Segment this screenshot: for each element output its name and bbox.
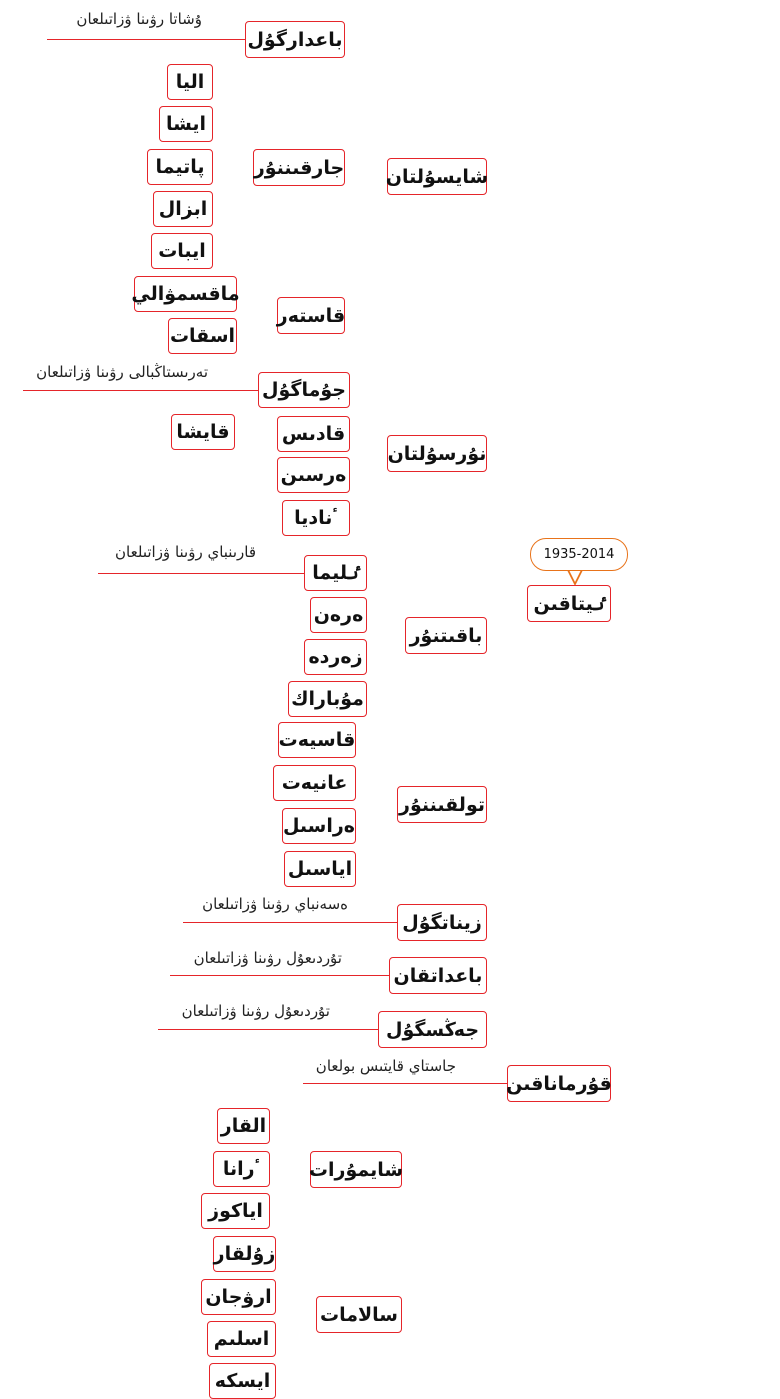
node-ersin[interactable]: ەرسىن bbox=[277, 457, 350, 493]
node-nursultan[interactable]: نۇرسۇلتان bbox=[387, 435, 487, 472]
note-underline bbox=[183, 922, 397, 923]
note-underline bbox=[23, 390, 258, 391]
node-kaisha[interactable]: قايشا bbox=[171, 414, 235, 450]
note-underline bbox=[170, 975, 389, 976]
node-ayakoz[interactable]: اياكوز bbox=[201, 1193, 270, 1229]
node-alia[interactable]: اليا bbox=[167, 64, 213, 100]
node-mubarak[interactable]: مۇباراك bbox=[288, 681, 367, 717]
note-ilima: قارىنباي رۋىنا ۋزاتىلعان bbox=[115, 543, 256, 561]
node-aibat[interactable]: ايبات bbox=[151, 233, 213, 269]
node-bagdargul[interactable]: باعدارگۇل bbox=[245, 21, 345, 58]
node-abzal[interactable]: ابزال bbox=[153, 191, 213, 227]
node-kaster[interactable]: قاستەر bbox=[277, 297, 345, 334]
node-zerde[interactable]: زەردە bbox=[304, 639, 367, 675]
note-bagdatkan: تۇردىعۇل رۋىنا ۋزاتىلعان bbox=[193, 949, 342, 967]
node-ayasil[interactable]: اياسىل bbox=[284, 851, 356, 887]
node-shaysultan[interactable]: شايسۇلتان bbox=[387, 158, 487, 195]
note-underline bbox=[303, 1083, 507, 1084]
node-zulkar[interactable]: زۇلقار bbox=[213, 1236, 276, 1272]
node-jesiskul[interactable]: جەڭسگۇل bbox=[378, 1011, 487, 1048]
node-rana[interactable]: ٴرانا bbox=[213, 1151, 270, 1187]
node-salamat[interactable]: سالامات bbox=[316, 1296, 402, 1333]
note-underline bbox=[47, 39, 245, 40]
note-kurmanakyn: جاستاي قايتىس بولعان bbox=[315, 1057, 456, 1075]
note-underline bbox=[158, 1029, 378, 1030]
node-erasil[interactable]: ەراسىل bbox=[282, 808, 356, 844]
node-aniet[interactable]: عانيەت bbox=[273, 765, 356, 801]
node-tolkynnur[interactable]: تولقىننۇر bbox=[397, 786, 487, 823]
node-kadis[interactable]: قادىس bbox=[277, 416, 350, 452]
node-bagdatkan[interactable]: باعداتقان bbox=[389, 957, 487, 994]
years-callout: 1935-2014 bbox=[530, 538, 628, 571]
node-aruzhan[interactable]: ارۋجان bbox=[201, 1279, 276, 1315]
node-aisha[interactable]: ايشا bbox=[159, 106, 213, 142]
node-zinatgul[interactable]: زيناتگۇل bbox=[397, 904, 487, 941]
node-nadiya[interactable]: ٴناديا bbox=[282, 500, 350, 536]
note-jesiskul: تۇردىعۇل رۋىنا ۋزاتىلعان bbox=[181, 1002, 330, 1020]
node-eren[interactable]: ەرەن bbox=[310, 597, 367, 633]
node-ilima[interactable]: ٸليما bbox=[304, 555, 367, 591]
node-shaymurat[interactable]: شايمۇرات bbox=[310, 1151, 402, 1188]
node-kasiet[interactable]: قاسيەت bbox=[278, 722, 356, 758]
node-aslim[interactable]: اسلىم bbox=[207, 1321, 276, 1357]
note-jumagul: تەرىستاڭبالى رۋىنا ۋزاتىلعان bbox=[36, 363, 208, 381]
node-maksmuali[interactable]: ماقسمۋالي bbox=[134, 276, 237, 312]
node-jumagul[interactable]: جۇماگۇل bbox=[258, 372, 350, 408]
note-bagdargul: ۇشاتا رۋىنا ۋزاتىلعان bbox=[76, 10, 202, 28]
node-patima[interactable]: پاتيما bbox=[147, 149, 213, 185]
node-alkar[interactable]: القار bbox=[217, 1108, 270, 1144]
node-aiske[interactable]: ايسكە bbox=[209, 1363, 276, 1399]
callout-pointer bbox=[568, 570, 582, 584]
node-kurmanakyn[interactable]: قۇرماناقىن bbox=[507, 1065, 611, 1102]
node-bakytnur[interactable]: باقىتنۇر bbox=[405, 617, 487, 654]
node-askat[interactable]: اسقات bbox=[168, 318, 237, 354]
note-underline bbox=[98, 573, 304, 574]
root-node[interactable]: ٸيتاقىن bbox=[527, 585, 611, 622]
node-jarkennur[interactable]: جارقىننۇر bbox=[253, 149, 345, 186]
note-zinatgul: ەسەنباي رۋىنا ۋزاتىلعان bbox=[202, 895, 348, 913]
